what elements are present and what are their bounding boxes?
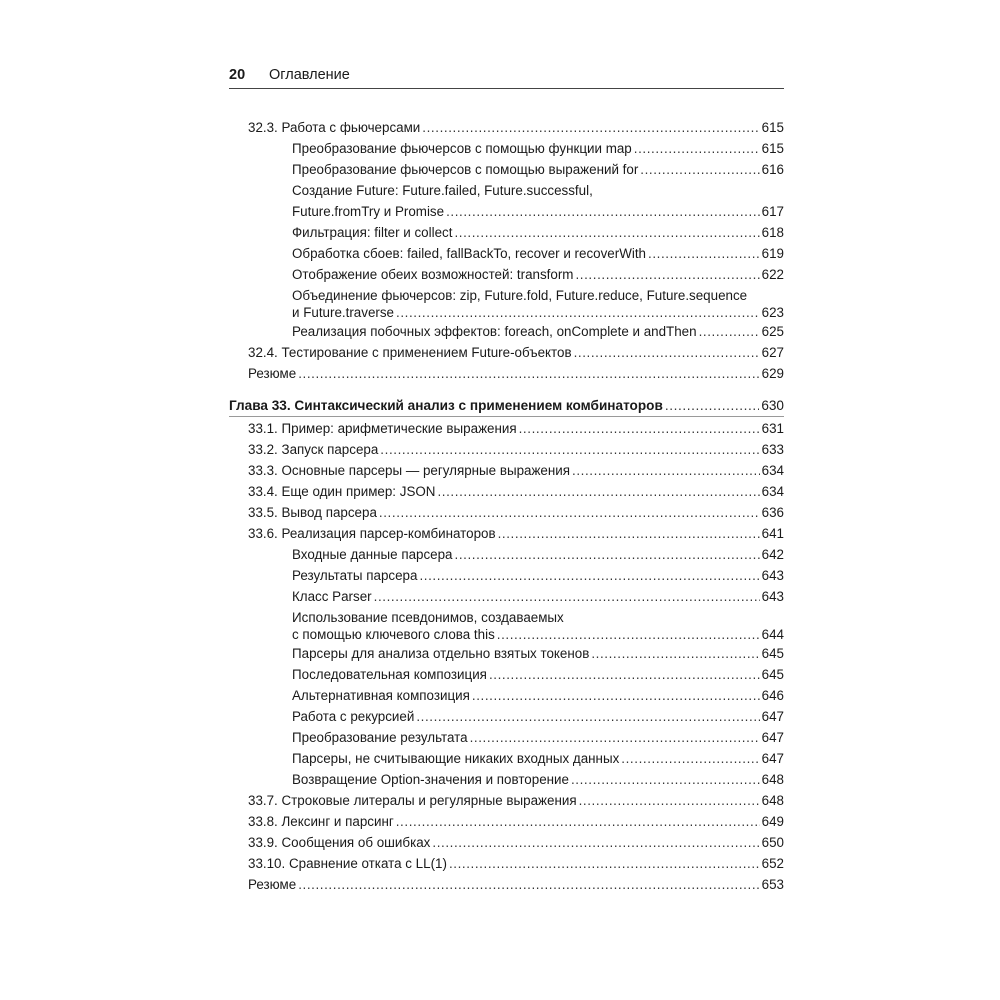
toc-entry-page: 622 [761, 267, 784, 282]
toc-entry-title: 33.5. Вывод парсера [248, 505, 377, 520]
toc-entry-page: 652 [761, 856, 784, 871]
running-head [229, 64, 784, 89]
toc-entry-page: 647 [761, 730, 784, 745]
toc-entry [229, 748, 784, 769]
dot-leader [648, 243, 760, 264]
toc-entry [229, 769, 784, 790]
toc-entry-33-3 [229, 460, 784, 481]
toc-entry-title: 33.4. Еще один пример: JSON [248, 484, 436, 499]
toc-entry-32-4 [229, 342, 784, 363]
toc-entry-page: 644 [761, 627, 784, 642]
dot-leader [575, 264, 759, 285]
toc-entry-page: 618 [761, 225, 784, 240]
dot-leader [634, 138, 760, 159]
toc-entry-title: Обработка сбоев: failed, fallBackTo, recover и recoverWith [292, 246, 646, 261]
toc-entry-title: 32.4. Тестирование с применением Future-объектов [248, 345, 572, 360]
toc-entry-page: 634 [761, 484, 784, 499]
dot-leader [472, 685, 760, 706]
toc-entry-page: 615 [761, 120, 784, 135]
page-number: 20 [229, 67, 246, 83]
toc-entry-page: 649 [761, 814, 784, 829]
toc-entry [229, 159, 784, 180]
toc-entry-title: 33.8. Лексинг и парсинг [248, 814, 394, 829]
toc-entry-title: Резюме [248, 877, 297, 892]
toc-entry-title: 33.9. Сообщения об ошибках [248, 835, 431, 850]
running-head-title: Оглавление [269, 67, 350, 83]
toc-entry [229, 586, 784, 607]
toc-entry-page: 650 [761, 835, 784, 850]
toc-entry-33-4 [229, 481, 784, 502]
dot-leader [519, 418, 760, 439]
toc-entry [229, 304, 784, 321]
toc-entry-title: 33.2. Запуск парсера [248, 442, 379, 457]
toc-chapter-33 [229, 394, 784, 417]
toc-entry-page: 641 [761, 526, 784, 541]
book-page [229, 64, 784, 895]
dot-leader [374, 586, 760, 607]
toc-entry-title: Возвращение Option-значения и повторение [292, 772, 569, 787]
toc-entry-page: 631 [761, 421, 784, 436]
dot-leader [396, 304, 760, 321]
dot-leader [432, 832, 759, 853]
toc-entry-title: 32.3. Работа с фьючерсами [248, 120, 421, 135]
dot-leader [298, 874, 759, 895]
toc-entry-title: Преобразование фьючерсов с помощью функции map [292, 141, 632, 156]
toc-entry-page: 625 [761, 324, 784, 339]
toc-entry [229, 544, 784, 565]
dot-leader [380, 439, 759, 460]
toc-entry [229, 243, 784, 264]
dot-leader [455, 544, 760, 565]
dot-leader [699, 321, 760, 342]
toc-entry-title: Преобразование результата [292, 730, 468, 745]
toc-entry-page: 642 [761, 547, 784, 562]
chapter-title: Глава 33. Синтаксический анализ с применением комбинаторов [229, 398, 663, 413]
toc-entry-title: Преобразование фьючерсов с помощью выражений for [292, 162, 639, 177]
dot-leader [437, 481, 759, 502]
toc-entry-multiline [229, 285, 784, 321]
toc-entry-page: 629 [761, 366, 784, 381]
toc-entry-page: 619 [761, 246, 784, 261]
dot-leader [470, 727, 760, 748]
toc-entry-page: 623 [761, 305, 784, 320]
toc-entry-title: Работа с рекурсией [292, 709, 415, 724]
toc-entry-title: Класс Parser [292, 589, 372, 604]
toc-entry-title: 33.6. Реализация парсер-комбинаторов [248, 526, 496, 541]
toc-entry [229, 321, 784, 342]
toc-entry-page: 646 [761, 688, 784, 703]
toc-entry-page: 617 [761, 204, 784, 219]
chapter-page: 630 [761, 398, 784, 413]
toc-entry-title-line2: и Future.traverse [292, 305, 394, 320]
toc-entry-title: Входные данные парсера [292, 547, 453, 562]
toc-entry [229, 664, 784, 685]
toc-entry-33-10 [229, 853, 784, 874]
dot-leader [396, 811, 760, 832]
toc-entry-title: 33.10. Сравнение отката с LL(1) [248, 856, 447, 871]
toc-entry-title: 33.1. Пример: арифметические выражения [248, 421, 517, 436]
toc-entry-title: Альтернативная композиция [292, 688, 470, 703]
toc-entry-32-3 [229, 117, 784, 138]
dot-leader [640, 159, 759, 180]
toc-entry [229, 138, 784, 159]
dot-leader [665, 395, 760, 416]
toc-entry-page: 645 [761, 667, 784, 682]
toc-entry-title: Парсеры для анализа отдельно взятых токенов [292, 646, 590, 661]
dot-leader [574, 342, 760, 363]
dot-leader [422, 117, 759, 138]
toc-entry [229, 685, 784, 706]
toc-entry-33-1 [229, 418, 784, 439]
toc-entry [229, 643, 784, 664]
toc-entry-33-2 [229, 439, 784, 460]
toc-entry-title: Результаты парсера [292, 568, 418, 583]
toc-entry-page: 643 [761, 568, 784, 583]
toc-entry-summary [229, 363, 784, 384]
toc-entry-title: Отображение обеих возможностей: transform [292, 267, 574, 282]
toc-entry [229, 626, 784, 643]
dot-leader [454, 222, 759, 243]
toc-entry-33-8 [229, 811, 784, 832]
dot-leader [446, 201, 760, 222]
toc-entry-page: 643 [761, 589, 784, 604]
toc-entry-33-5 [229, 502, 784, 523]
dot-leader [579, 790, 760, 811]
toc-entry-title: 33.3. Основные парсеры — регулярные выражения [248, 463, 570, 478]
toc-entry-page: 647 [761, 751, 784, 766]
toc-entry-multiline [229, 607, 784, 643]
toc-entry-title: Реализация побочных эффектов: foreach, onComplete и andThen [292, 324, 697, 339]
toc-entry-title: Последовательная композиция [292, 667, 487, 682]
toc-entry-page: 653 [761, 877, 784, 892]
toc-entry-33-7 [229, 790, 784, 811]
toc-entry-title: 33.7. Строковые литералы и регулярные выражения [248, 793, 577, 808]
toc-entry-page: 615 [761, 141, 784, 156]
toc-entry-title-line1: Объединение фьючерсов: zip, Future.fold, Future.reduce, Future.sequence [292, 288, 748, 303]
toc-entry [229, 264, 784, 285]
toc-entry-title-line1: Использование псевдонимов, создаваемых [292, 610, 564, 625]
toc-entry-title: Фильтрация: filter и collect [292, 225, 453, 240]
toc-entry [229, 201, 784, 222]
toc-entry-title-line2: Future.fromTry и Promise [292, 204, 445, 219]
toc-entry-page: 636 [761, 505, 784, 520]
toc-entry-33-9 [229, 832, 784, 853]
dot-leader [572, 460, 760, 481]
dot-leader [497, 626, 760, 643]
dot-leader [419, 565, 759, 586]
toc-entry [229, 706, 784, 727]
dot-leader [571, 769, 760, 790]
toc-entry-page: 616 [761, 162, 784, 177]
toc-entry-page: 647 [761, 709, 784, 724]
toc-entry [229, 222, 784, 243]
toc-entry-title: Резюме [248, 366, 297, 381]
toc-entry [229, 727, 784, 748]
toc-entry-title-line2: с помощью ключевого слова this [292, 627, 495, 642]
toc-entry-title: Парсеры, не считывающие никаких входных данных [292, 751, 620, 766]
dot-leader [416, 706, 759, 727]
dot-leader [449, 853, 760, 874]
dot-leader [298, 363, 759, 384]
toc-entry [229, 565, 784, 586]
toc-entry-page: 648 [761, 772, 784, 787]
toc-entry-33-6 [229, 523, 784, 544]
toc-entry-page: 633 [761, 442, 784, 457]
dot-leader [498, 523, 760, 544]
toc-entry-title-line1: Создание Future: Future.failed, Future.successful, [292, 183, 593, 198]
toc-entry-summary [229, 874, 784, 895]
toc-entry-page: 648 [761, 793, 784, 808]
toc-entry-page: 627 [761, 345, 784, 360]
toc-entry-page: 634 [761, 463, 784, 478]
dot-leader [621, 748, 759, 769]
toc-entry-page: 645 [761, 646, 784, 661]
table-of-contents [229, 117, 784, 895]
dot-leader [489, 664, 760, 685]
dot-leader [591, 643, 759, 664]
dot-leader [379, 502, 760, 523]
